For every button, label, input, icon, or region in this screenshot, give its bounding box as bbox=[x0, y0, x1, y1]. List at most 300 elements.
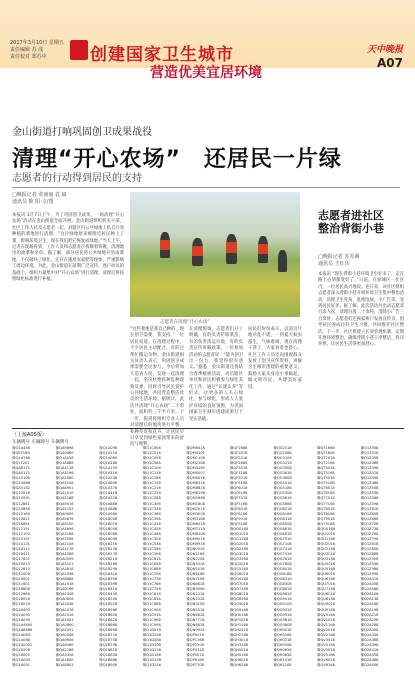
plate-entry: 豫QN6618 bbox=[186, 612, 205, 617]
photo-vest bbox=[192, 246, 203, 256]
plate-entry: 豫Q1A111 bbox=[12, 546, 31, 551]
plate-entry: 豫QT6168 bbox=[316, 491, 335, 496]
plate-entry: 豫QH0168 bbox=[229, 612, 249, 617]
plate-entry: 豫QH0616 bbox=[273, 647, 292, 652]
plate-entry: 豫QA2580 bbox=[55, 476, 74, 481]
plate-entry: 豫QA1800 bbox=[55, 657, 74, 662]
plate-entry: 豫Q1D138 bbox=[142, 647, 161, 652]
plate-entry: 豫QH0318 bbox=[273, 637, 292, 642]
plate-entry: 豫QM5016 bbox=[186, 476, 205, 481]
plate-entry: 豫Q1B458 bbox=[99, 592, 118, 597]
plate-entry: 豫Q1Z658 bbox=[360, 511, 379, 516]
plate-entry: 豫QN5016 bbox=[186, 567, 205, 572]
plate-entry: 豫QG8016 bbox=[273, 567, 292, 572]
plate-entry: 豫QM5007 bbox=[186, 471, 205, 476]
plate-entry: 豫QV3018 bbox=[316, 637, 335, 642]
plate-column bbox=[56, 446, 74, 668]
plate-entry: 豫QG3808 bbox=[273, 476, 292, 481]
plate-column bbox=[143, 446, 161, 668]
plate-entry: 豫QM6018 bbox=[186, 521, 205, 526]
plate-entry: 豫QH3168 bbox=[229, 642, 249, 647]
plate-entry: 豫QA3188 bbox=[55, 531, 74, 536]
plate-entry: 豫QA8888 bbox=[55, 577, 74, 582]
plate-entry: 豫QG9018 bbox=[229, 602, 249, 607]
plate-entry: 豫QG7808 bbox=[273, 562, 292, 567]
plate-entry: 豫QA0860 bbox=[55, 622, 74, 627]
plate-entry: 豫QU5168 bbox=[316, 567, 336, 572]
plate-entry: 豫Q1C598 bbox=[142, 551, 161, 556]
plate-entry: 豫QA9016 bbox=[55, 501, 74, 506]
plate-entry: 豫Q18208 bbox=[12, 647, 30, 652]
plate-entry: 豫QH0166 bbox=[273, 632, 292, 637]
plate-list-subheading: 车辆牌号 车辆牌号 车辆牌号 bbox=[12, 440, 69, 445]
plate-entry: 豫Q1C798 bbox=[142, 587, 161, 592]
plate-entry: 豫Q2A458 bbox=[360, 652, 379, 657]
plate-entry: 豫QU3168 bbox=[316, 557, 336, 562]
plate-entry: 豫QU2168 bbox=[316, 546, 336, 551]
plate-entry: 豫Q1D016 bbox=[142, 627, 161, 632]
plate-entry: 豫QM1666 bbox=[186, 496, 205, 501]
plate-entry: 豫Q1C216 bbox=[142, 486, 161, 491]
plate-entry: 豫QF5018 bbox=[229, 476, 248, 481]
plate-entry: 豫Q15050 bbox=[12, 562, 30, 567]
plate-entry: 豫QH2168 bbox=[229, 632, 249, 637]
plate-entry: 豫Q1Z398 bbox=[360, 466, 379, 471]
plate-entry: 豫Q1C966 bbox=[142, 617, 161, 622]
plate-entry: 豫QU0168 bbox=[316, 526, 336, 531]
plate-entry: 豫QT1808 bbox=[316, 451, 335, 456]
plate-entry: 豫Q1C706 bbox=[142, 572, 161, 577]
plate-entry: 豫Q1C488 bbox=[142, 531, 161, 536]
plate-entry: 豫Q1C766 bbox=[142, 582, 161, 587]
plate-entry: 豫QP1166 bbox=[186, 637, 204, 642]
plate-entry: 豫QA5106 bbox=[55, 481, 74, 486]
divider bbox=[12, 187, 400, 188]
plate-entry: 豫Q1Z616 bbox=[360, 506, 379, 511]
plate-entry: 豫Q2A106 bbox=[360, 592, 379, 597]
plate-entry: 豫QA5182 bbox=[12, 486, 31, 491]
plate-entry: 豫Q1A109 bbox=[99, 466, 118, 471]
plate-entry: 豫Q1C088 bbox=[142, 461, 161, 466]
plate-entry: 豫QU9018 bbox=[316, 602, 336, 607]
plate-entry: 豫Q1B628 bbox=[99, 617, 118, 622]
plate-entry: 豫QU6018 bbox=[316, 572, 336, 577]
plate-entry: 豫Q1B296 bbox=[99, 567, 118, 572]
plate-entry: 豫Q1B018 bbox=[99, 521, 118, 526]
plate-entry: 豫QM0018 bbox=[186, 446, 205, 450]
plate-entry: 豫Q2A058 bbox=[360, 582, 379, 587]
plate-entry: 豫Q1C338 bbox=[142, 506, 161, 511]
plate-entry: 豫Q1Z906 bbox=[360, 557, 379, 562]
plate-entry: 豫QF1668 bbox=[229, 446, 248, 450]
plate-entry: 豫QG5186 bbox=[273, 486, 292, 491]
plate-entry: 豫QA9860 bbox=[55, 451, 74, 456]
plate-entry: 豫Q1A001 bbox=[12, 663, 31, 668]
plate-entry: 豫QV2018 bbox=[316, 627, 335, 632]
plate-entry: 豫QG7516 bbox=[273, 551, 292, 556]
plate-entry: 豫QG7168 bbox=[229, 587, 249, 592]
plate-entry: 豫Q1Z798 bbox=[360, 536, 379, 541]
plate-entry: 豫QV1168 bbox=[316, 622, 335, 627]
plate-entry: 豫Q1C258 bbox=[142, 491, 161, 496]
plate-entry: 豫Q1B058 bbox=[99, 526, 118, 531]
plate-entry: 豫QA7098 bbox=[55, 536, 74, 541]
plate-entry: 豫Q1C398 bbox=[142, 516, 161, 521]
plate-entry: 豫QN7108 bbox=[186, 577, 205, 582]
plate-entry: 豫QN3318 bbox=[186, 562, 205, 567]
plate-entry: 豫Q1Z998 bbox=[360, 572, 379, 577]
plate-entry: 豫Q1A378 bbox=[99, 486, 118, 491]
plate-entry: 豫Q1B888 bbox=[99, 657, 118, 662]
byline-correspondent: 通讯员 欧 阳 文/图 bbox=[12, 199, 54, 205]
plate-entry: 豫QM3008 bbox=[186, 511, 205, 516]
side-title-line2: 整治背街小巷 bbox=[318, 222, 384, 235]
photo-vest bbox=[226, 242, 237, 253]
plate-entry: 豫QG3018 bbox=[229, 551, 249, 556]
plate-entry: 豫QA1036 bbox=[55, 572, 74, 577]
photo-caption: 志愿者在清理“开心农场” bbox=[160, 320, 210, 325]
plate-entry: 豫QH0508 bbox=[273, 642, 292, 647]
plate-entry: 豫Q1B318 bbox=[99, 572, 118, 577]
plate-entry: 豫Q11190 bbox=[12, 531, 30, 536]
plate-entry: 豫QN8818 bbox=[186, 582, 205, 587]
plate-entry: 豫Q1A4690 bbox=[12, 622, 33, 627]
plate-column bbox=[12, 446, 32, 668]
plate-entry: 豫QA3038 bbox=[55, 602, 74, 607]
plate-entry: 豫Q1S691 bbox=[12, 521, 30, 526]
plate-entry: 豫Q2A416 bbox=[360, 647, 379, 652]
plate-entry: 豫QG8168 bbox=[229, 597, 249, 602]
banner-subtitle: 营造优美宜居环境 bbox=[150, 65, 262, 81]
plate-entry: 豫QN7718 bbox=[186, 617, 205, 622]
plate-entry: 豫QT5168 bbox=[316, 481, 335, 486]
plate-entry: 豫QU7018 bbox=[316, 582, 336, 587]
plate-entry: 豫QA1178 bbox=[55, 546, 74, 551]
plate-entry: 豫QA1696 bbox=[55, 526, 74, 531]
plate-entry: 豫Q1D058 bbox=[142, 632, 161, 637]
plate-entry: 豫QG5866 bbox=[273, 501, 292, 506]
plate-entry: 豫QG2168 bbox=[229, 546, 249, 551]
plate-entry: 豫Q1B606 bbox=[99, 612, 118, 617]
plate-entry: 豫Q1Z416 bbox=[360, 471, 379, 476]
plate-entry: 豫QM1808 bbox=[186, 501, 205, 506]
plate-entry: 豫QU7168 bbox=[316, 587, 336, 592]
plate-entry: 豫Q1Z506 bbox=[360, 486, 379, 491]
plate-entry: 豫Q18018 bbox=[12, 602, 30, 607]
plate-entry: 豫QA9009 bbox=[55, 511, 74, 516]
plate-entry: 豫QA6060 bbox=[55, 642, 74, 647]
plate-entry: 豫Q1A788 bbox=[12, 456, 31, 461]
plate-entry: 豫Q1B698 bbox=[99, 627, 118, 632]
plate-entry: 豫QG6168 bbox=[229, 577, 249, 582]
plate-entry: 豫QH0016 bbox=[273, 627, 292, 632]
plate-entry: 豫QG9618 bbox=[273, 617, 292, 622]
plate-entry: 豫QA0171 bbox=[12, 471, 31, 476]
plate-entry: 豫Q1A056 bbox=[55, 456, 74, 461]
design-line: 责任校对 郑苏中 bbox=[10, 54, 47, 60]
plate-entry: 豫QM1106 bbox=[186, 456, 205, 461]
plate-entry: 豫QG6166 bbox=[273, 511, 292, 516]
plate-entry: 豫QA2288 bbox=[55, 647, 74, 652]
plate-entry: 豫QU1018 bbox=[316, 531, 336, 536]
plate-entry: 豫QG9108 bbox=[273, 602, 292, 607]
plate-entry: 豫QF2018 bbox=[229, 456, 248, 461]
plate-entry: 豫QN0016 bbox=[186, 546, 205, 551]
plate-entry: 豫Q1B216 bbox=[99, 557, 118, 562]
side-byline-reporter: □晚报记者 苏苏淋 bbox=[318, 254, 360, 260]
page-number: A07 bbox=[377, 56, 403, 70]
plate-column bbox=[186, 446, 205, 668]
plate-entry: 豫QG9318 bbox=[273, 607, 292, 612]
plate-entry: 豫QA3358 bbox=[55, 652, 74, 657]
plate-entry: 豫QV6018 bbox=[316, 657, 335, 662]
plate-entry: 豫QU8168 bbox=[316, 597, 336, 602]
plate-entry: 豫QG1018 bbox=[229, 531, 249, 536]
plate-entry: 豫Q1B098 bbox=[99, 536, 118, 541]
plate-entry: 豫Q2A138 bbox=[360, 597, 379, 602]
article-body-col2: “这些菜地是我自己种的，现在创卫需要，我支持。”一位居民说道。在清理过程中，不少居民主动配合，有的还帮忙搬运杂物。金山街道相关负责人表示，巩固创卫成果需要全民参与，今后将加大巡查力度，发现一起清理一起，坚决杜绝私种乱种现象反弹，同时引导居民爱护公共绿地，共同营造整洁优美的生活环境。据统计，此次共清理“开心农场”二十余处，面积约三千平方米。下一步，街道将组织专业人员对清理后的地块进行平整、补种草皮和花卉，让居民早日享受到绿色家园带来的舒适与便利。 bbox=[130, 327, 184, 448]
plate-entry: 豫QA5102 bbox=[55, 506, 74, 511]
plate-entry: 豫QG7018 bbox=[229, 582, 249, 587]
plate-entry: 豫Q1A068 bbox=[12, 637, 31, 642]
plate-entry: 豫QN1166 bbox=[186, 551, 205, 556]
plate-entry: 豫Q1B288 bbox=[99, 562, 118, 567]
plate-entry: 豫QG6018 bbox=[229, 572, 249, 577]
plate-entry: 豫Q1Z938 bbox=[360, 562, 379, 567]
plate-entry: 豫QT3168 bbox=[316, 471, 335, 476]
plate-list bbox=[12, 446, 404, 668]
plate-entry: 豫Q1C938 bbox=[142, 612, 161, 617]
article-photo bbox=[130, 192, 300, 317]
plate-entry: 豫QF7018 bbox=[229, 496, 248, 501]
plate-entry: 豫QA1118 bbox=[55, 466, 74, 471]
plate-entry: 豫Q1C056 bbox=[142, 456, 161, 461]
date-line: 2017年3月10日 星期五 bbox=[10, 40, 64, 46]
plate-column bbox=[99, 446, 117, 668]
plate-entry: 豫QH3018 bbox=[229, 637, 249, 642]
plate-entry: 豫QT9168 bbox=[316, 521, 335, 526]
plate-entry: 豫QT9018 bbox=[316, 516, 335, 521]
plate-entry: 豫QG5018 bbox=[229, 562, 249, 567]
plate-entry: 豫QA0098 bbox=[55, 632, 74, 637]
plate-entry: 豫Q1A888 bbox=[55, 461, 74, 466]
plate-entry: 豫Q1A606 bbox=[99, 481, 118, 486]
plate-entry: 豫QF9018 bbox=[229, 516, 248, 521]
plate-entry: 豫Q1A095 bbox=[12, 612, 31, 617]
plate-entry: 豫Q11601 bbox=[12, 582, 30, 587]
plate-entry: 豫Q1B716 bbox=[99, 632, 118, 637]
plate-entry: 豫QG2086 bbox=[273, 451, 292, 456]
plate-entry: 豫QEF166 bbox=[12, 451, 30, 456]
plate-entry: 豫Q1C366 bbox=[142, 511, 161, 516]
plate-entry: 豫QN3108 bbox=[186, 602, 205, 607]
plate-entry: 豫QT8168 bbox=[316, 511, 335, 516]
plate-entry: 豫QM6318 bbox=[186, 481, 205, 486]
plate-column bbox=[317, 446, 335, 668]
plate-entry: 豫Q1A098 bbox=[99, 446, 118, 450]
plate-entry: 豫QN5518 bbox=[186, 607, 205, 612]
plate-entry: 豫QG6616 bbox=[273, 526, 292, 531]
plate-entry: 豫QA5101 bbox=[55, 562, 74, 567]
plate-entry: 豫Q1C106 bbox=[142, 466, 161, 471]
plate-entry: 豫QV6168 bbox=[316, 663, 335, 668]
plate-entry: 豫QG5308 bbox=[273, 491, 292, 496]
plate-entry: 豫Q1C906 bbox=[142, 607, 161, 612]
plate-entry: 豫QG2018 bbox=[273, 446, 292, 450]
masthead-meta bbox=[10, 40, 64, 61]
plate-entry: 豫Q1B008 bbox=[99, 516, 118, 521]
plate-entry: 豫Q1A000 bbox=[12, 657, 31, 662]
plate-entry: 豫QG7016 bbox=[273, 536, 292, 541]
plate-entry: 豫Q1A116 bbox=[99, 471, 118, 476]
plate-entry: 豫Q1D166 bbox=[142, 652, 161, 657]
article-byline bbox=[12, 192, 67, 206]
plate-entry: 豫QM3180 bbox=[186, 466, 205, 471]
plate-entry: 豫Q2A338 bbox=[360, 632, 379, 637]
plate-entry: 豫QF3018 bbox=[229, 466, 248, 471]
plate-entry: 豫QA9606 bbox=[55, 637, 74, 642]
plate-entry: 豫QG9016 bbox=[273, 597, 292, 602]
list-divider bbox=[12, 428, 404, 429]
plate-entry: 豫Q1C566 bbox=[142, 546, 161, 551]
plate-entry: 豫QU8018 bbox=[316, 592, 336, 597]
plate-entry: 豫QN8818 bbox=[186, 622, 205, 627]
plate-entry: 豫Q1C306 bbox=[142, 501, 161, 506]
plate-entry: 豫Q1Z738 bbox=[360, 526, 379, 531]
plate-entry: 豫Q18000 bbox=[12, 652, 30, 657]
plate-entry: 豫Q1D106 bbox=[142, 642, 161, 647]
plate-entry: 豫QN9918 bbox=[186, 627, 205, 632]
side-article-body: 本报讯 “现在背街小巷环境卫生好多了，走在路上心情都变好了。”日前，在驿城区一社区内，一位居民高兴地说。连日来，该社区组织志愿者深入背街小巷开展环境卫生集中整治活动，清理卫生死角、乱堆乱放、小广告等，受到居民好评。据了解，此次活动共出动志愿者百余人次，清理垃圾二十余吨，清除小广告三百余处。志愿者们还挨家挨户发放宣传页，倡导居民养成良好卫生习惯，共同维护社区整洁。下一步，社区将建立长效管理机制，定期开展环境整治，确保背街小巷干净整洁、秩序井然，让居民生活得更加舒心。 bbox=[318, 272, 404, 348]
plate-entry: 豫QG7108 bbox=[273, 541, 292, 546]
plate-entry: 豫Q1B796 bbox=[99, 642, 118, 647]
side-article-byline bbox=[318, 254, 359, 268]
plate-entry: 豫QV2168 bbox=[316, 632, 335, 637]
plate-entry: 豫Q10001 bbox=[12, 577, 30, 582]
plate-column bbox=[360, 446, 378, 668]
plate-entry: 豫Q10166 bbox=[12, 511, 30, 516]
plate-entry: 豫QU9168 bbox=[316, 607, 336, 612]
banner-title: 创建国家卫生城市 bbox=[90, 45, 234, 65]
plate-entry: 豫Q2A506 bbox=[360, 663, 379, 668]
plate-entry: 豫QG3218 bbox=[273, 461, 292, 466]
plate-entry: 豫Q1Z458 bbox=[360, 476, 379, 481]
plate-entry: 豫Q18808 bbox=[12, 587, 30, 592]
plate-entry: 豫QT1668 bbox=[316, 446, 335, 450]
plate-entry: 豫Q1Z706 bbox=[360, 521, 379, 526]
plate-entry: 豫QG8818 bbox=[273, 592, 292, 597]
plate-entry: 豫QF6168 bbox=[229, 491, 248, 496]
plate-entry: 豫Q1AD08 bbox=[12, 632, 31, 637]
plate-entry: 豫Q1B858 bbox=[99, 652, 118, 657]
plate-entry: 豫QA0099 bbox=[55, 557, 74, 562]
plate-entry: 豫QP6166 bbox=[186, 657, 204, 662]
plate-entry: 豫QH5168 bbox=[229, 652, 249, 657]
plate-entry: 豫QV5168 bbox=[316, 652, 335, 657]
plate-entry: 豫Q2A306 bbox=[360, 627, 379, 632]
plate-entry: 豫Q1Z966 bbox=[360, 567, 379, 572]
plate-entry: 豫QH1016 bbox=[273, 657, 292, 662]
plate-entry: 豫Q1A688 bbox=[99, 501, 118, 506]
plate-entry: 豫Q2A216 bbox=[360, 612, 379, 617]
plate-entry: 豫QN2208 bbox=[186, 557, 205, 562]
newspaper-logo: 天中晚报 bbox=[366, 45, 403, 55]
plate-entry: 豫Q1C888 bbox=[142, 602, 161, 607]
plate-entry: 豫QG9516 bbox=[273, 612, 292, 617]
plate-entry: 豫Q1C416 bbox=[142, 521, 161, 526]
plate-entry: 豫Q1C538 bbox=[142, 541, 161, 546]
plate-entry: 豫QA5008 bbox=[55, 592, 74, 597]
plate-entry: 豫Q11008 bbox=[12, 572, 30, 577]
plate-entry: 豫Q2A366 bbox=[360, 637, 379, 642]
plate-entry: 豫QA5091 bbox=[55, 627, 74, 632]
plate-column bbox=[230, 446, 248, 668]
plate-entry: 豫Q10821 bbox=[12, 516, 30, 521]
plate-entry: 豫Q1Z538 bbox=[360, 491, 379, 496]
plate-entry: 豫Q2A198 bbox=[360, 607, 379, 612]
plate-entry: 豫Q1C506 bbox=[142, 536, 161, 541]
photo-figure bbox=[278, 250, 287, 272]
plate-entry: 豫Q1B906 bbox=[99, 663, 118, 668]
plate-entry: 豫Q12610 bbox=[12, 567, 30, 572]
plate-entry: 豫QG7318 bbox=[273, 546, 292, 551]
plate-entry: 豫Q1Z358 bbox=[360, 456, 379, 461]
plate-entry: 豫Q1A069 bbox=[99, 456, 118, 461]
plate-entry: 豫Q1C998 bbox=[142, 622, 161, 627]
plate-entry: 豫QH6168 bbox=[229, 663, 249, 668]
plate-entry: 豫QA0196 bbox=[55, 587, 74, 592]
plate-entry: 豫Q1C688 bbox=[142, 567, 161, 572]
plate-entry: 豫Q2A016 bbox=[360, 577, 379, 582]
plate-entry: 豫Q1Z858 bbox=[360, 546, 379, 551]
plate-entry: 豫QA1088 bbox=[55, 551, 74, 556]
plate-entry: 豫QV3168 bbox=[316, 642, 335, 647]
plate-entry: 豫QT5018 bbox=[316, 476, 335, 481]
plate-entry: 豫Q1C858 bbox=[142, 597, 161, 602]
plate-entry: 豫Q1B136 bbox=[99, 546, 118, 551]
plate-entry: 豫QT2018 bbox=[316, 456, 335, 461]
plate-entry: 豫QH6018 bbox=[229, 657, 249, 662]
article-headline: 清理“开心农场” 还居民一片绿 bbox=[12, 147, 342, 172]
plate-entry: 豫QG7618 bbox=[273, 557, 292, 562]
plate-entry: 豫Q18028 bbox=[12, 597, 30, 602]
plate-entry: 豫QA1016 bbox=[55, 612, 74, 617]
plate-entry: 豫Q2A288 bbox=[360, 622, 379, 627]
flag-icon bbox=[70, 40, 88, 60]
plate-entry: 豫QG5018 bbox=[273, 481, 292, 486]
plate-entry: 豫QF1818 bbox=[229, 451, 248, 456]
plate-entry: 豫QH5018 bbox=[229, 647, 249, 652]
plate-entry: 豫Q1C166 bbox=[142, 476, 161, 481]
plate-entry: 豫QG3508 bbox=[273, 466, 292, 471]
plate-entry: 豫Q1A268 bbox=[99, 461, 118, 466]
plate-entry: 豫Q2A398 bbox=[360, 642, 379, 647]
plate-entry: 豫Q1D088 bbox=[142, 637, 161, 642]
side-title-line1: 志愿者进社区 bbox=[318, 209, 384, 222]
plate-entry: 豫QT8018 bbox=[316, 506, 335, 511]
plate-entry: 豫QP0016 bbox=[186, 632, 204, 637]
plate-entry: 豫QT2166 bbox=[316, 461, 335, 466]
plate-entry: 豫Q1C008 bbox=[142, 446, 161, 450]
plate-entry: 豫QG8318 bbox=[273, 577, 292, 582]
plate-entry: 豫Q1C016 bbox=[142, 451, 161, 456]
plate-entry: 豫QH1168 bbox=[229, 622, 249, 627]
plate-entry: 豫Q1B506 bbox=[99, 597, 118, 602]
plate-entry: 豫Q11191 bbox=[12, 526, 30, 531]
plate-entry: 豫QP3318 bbox=[186, 647, 204, 652]
plate-entry: 豫Q1F201 bbox=[12, 461, 30, 466]
plate-entry: 豫QV5018 bbox=[316, 647, 335, 652]
